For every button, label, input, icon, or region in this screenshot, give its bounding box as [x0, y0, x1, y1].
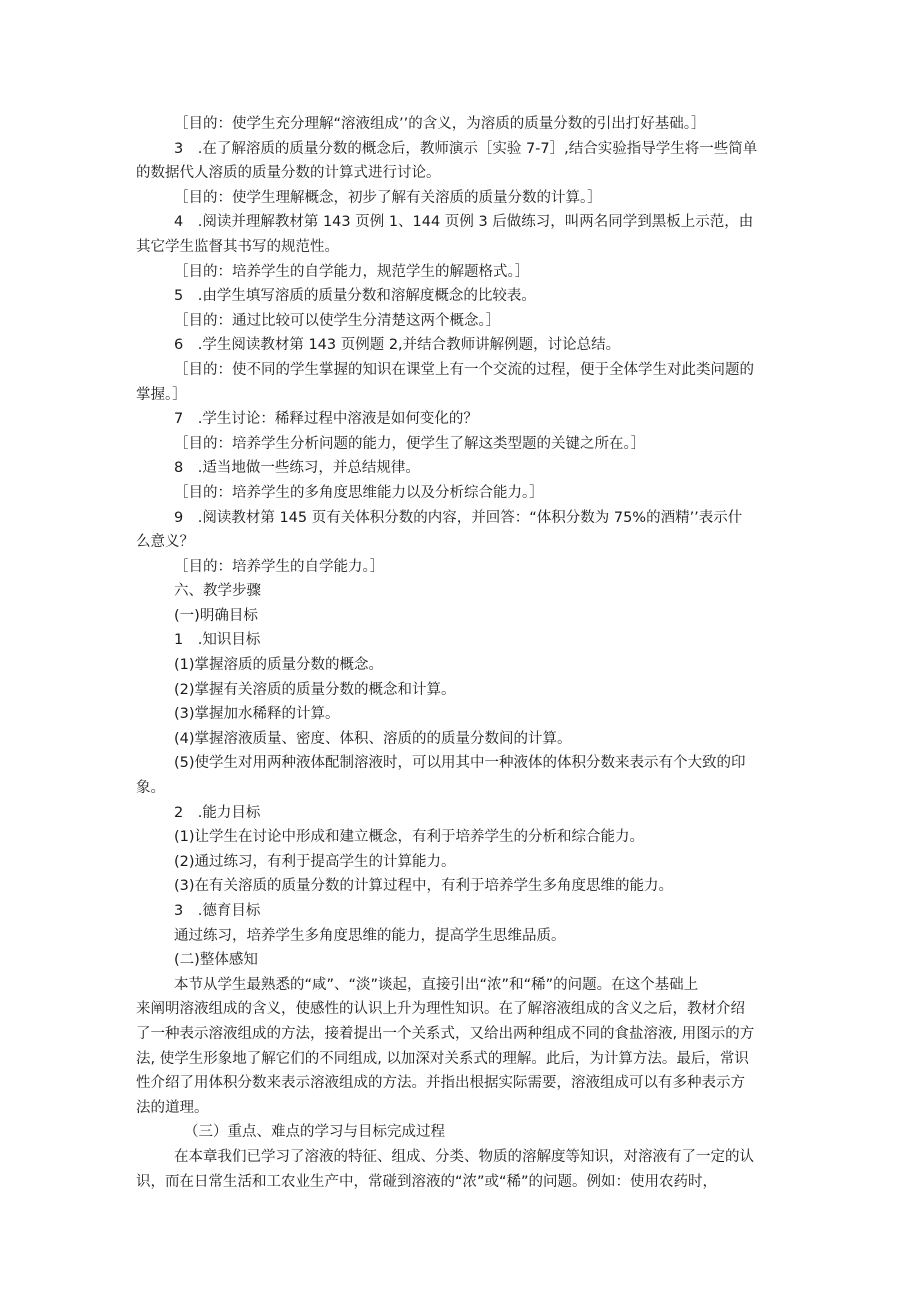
text-line: ［目的：培养学生的自学能力，规范学生的解题格式。］ [174, 263, 530, 280]
text-line: 1 .知识目标 [174, 632, 261, 649]
text-line: 掌握。］ [136, 386, 187, 403]
text-line: 象。 [136, 780, 165, 797]
text-line: (3)在有关溶质的质量分数的计算过程中，有利于培养学生多角度思维的能力。 [174, 878, 674, 895]
text-line: 了一种表示溶液组成的方法，接着提出一个关系式，又给出两种组成不同的食盐溶液, 用图示的方 [136, 1025, 755, 1042]
text-line: 8 .适当地做一些练习，并总结规律。 [174, 460, 420, 477]
text-line: 性介绍了用体积分数来表示溶液组成的方法。并指出根据实际需要，溶液组成可以有多种表示方 [136, 1075, 745, 1092]
text-line: 法, 使学生形象地了解它们的不同组成, 以加深对关系式的理解。此后，为计算方法。最后，常识 [136, 1050, 749, 1067]
text-line: 么意义？ [136, 534, 194, 551]
text-line: 本节从学生最熟悉的“咸”、“淡”谈起，直接引出“浓”和“稀”的问题。在这个基础上 [174, 976, 699, 993]
text-line: 的数据代人溶质的质量分数的计算式进行讨论。 [136, 165, 441, 182]
text-line: 在本章我们已学习了溶液的特征、组成、分类、物质的溶解度等知识，对溶液有了一定的认 [174, 1148, 754, 1165]
text-line: 3 .德育目标 [174, 903, 261, 919]
text-line: 2 .能力目标 [174, 804, 261, 821]
text-line: 法的道理。 [136, 1099, 209, 1116]
text-line: ［目的：培养学生分析问题的能力，便学生了解这类型题的关键之所在。］ [174, 435, 646, 452]
text-line: 7 .学生讨论：稀释过程中溶液是如何变化的？ [174, 411, 478, 428]
document-body [136, 112, 794, 1194]
text-line: (2)通过练习，有利于提高学生的计算能力。 [174, 853, 456, 870]
text-line: ［目的：通过比较可以使学生分清楚这两个概念。］ [174, 312, 501, 329]
text-line: (1)掌握溶质的质量分数的概念。 [174, 657, 384, 674]
text-line: 六、教学步骤 [174, 583, 261, 600]
text-line: 5 .由学生填写溶质的质量分数和溶解度概念的比较表。 [174, 288, 536, 305]
text-line: 识，而在日常生活和工农业生产中，常碰到溶液的“浓”或“稀”的问题。例如：使用农药时， [136, 1173, 718, 1190]
text-line: (5)使学生对用两种液体配制溶液时，可以用其中一种液体的体积分数来表示有个大致的印 [174, 755, 746, 772]
text-line: (4)掌握溶液质量、密度、体积、溶质的的质量分数间的计算。 [174, 730, 572, 747]
text-line: ［目的：培养学生的多角度思维能力以及分析综合能力。］ [174, 484, 544, 501]
text-line: 其它学生监督其书写的规范性。 [136, 238, 339, 255]
text-line: 通过练习，培养学生多角度思维的能力，提高学生思维品质。 [174, 927, 566, 944]
text-line: 9 .阅读教材第 145 页有关体积分数的内容，并回答：“体积分数为 75%的酒精’’表示什 [174, 509, 743, 526]
text-line: ［目的：使不同的学生掌握的知识在课堂上有一个交流的过程，便于全体学生对此类问题的 [174, 361, 754, 378]
text-line: (3)掌握加水稀释的计算。 [174, 706, 340, 723]
text-line: 6 .学生阅读教材第 143 页例题 2,并结合教师讲解例题，讨论总结。 [174, 337, 621, 354]
text-line: ［目的：培养学生的自学能力。］ [174, 558, 385, 575]
text-line: 4 .阅读并理解教材第 143 页例 1、144 页例 3 后做练习，叫两名同学到黑板上示范，由 [174, 214, 754, 231]
text-line: 3 .在了解溶质的质量分数的概念后，教师演示［实验 7-7］,结合实验指导学生将一些简单 [174, 140, 758, 157]
text-line: 来阐明溶液组成的含义，使感性的认识上升为理性知识。在了解溶液组成的含义之后，教材介绍 [136, 1001, 745, 1018]
text-line: ［目的：使学生充分理解“溶液组成’’的含义，为溶质的质量分数的引出打好基础。］ [174, 116, 706, 132]
text-line: (二)整体感知 [174, 952, 258, 969]
text-line: (一)明确目标 [174, 607, 258, 624]
text-line: (1)让学生在讨论中形成和建立概念，有利于培养学生的分析和综合能力。 [174, 829, 645, 846]
text-line: (2)掌握有关溶质的质量分数的概念和计算。 [174, 681, 456, 698]
text-line: ［目的：使学生理解概念，初步了解有关溶质的质量分数的计算。］ [174, 189, 602, 206]
text-line: （三）重点、难点的学习与目标完成过程 [184, 1124, 445, 1141]
